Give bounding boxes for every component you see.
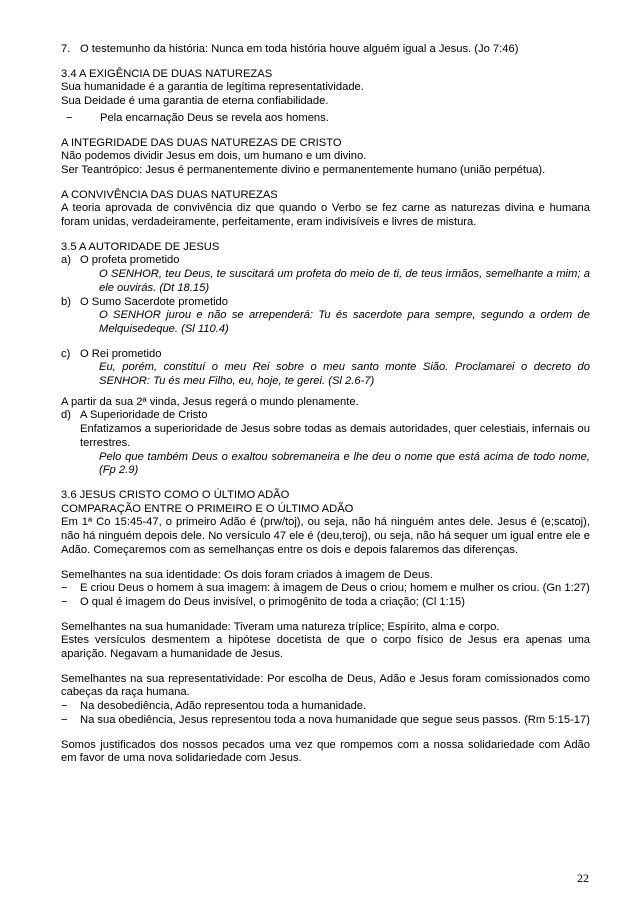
bullet-item (61, 582, 590, 596)
bullet-item (61, 714, 590, 728)
bullet-text: Na sua obediência, Jesus representou toda a nova humanidade que segue seus passos. (Rm 5:15-17) (80, 713, 590, 726)
paragraph-line: A partir da sua 2ª vinda, Jesus regerá o mundo plenamente. (61, 395, 359, 408)
bullet-text: O qual é imagem do Deus invisível, o primogênito de toda a criação; (Cl 1:15) (80, 595, 465, 608)
item-number: 7. (61, 43, 71, 55)
item-letter: d) (61, 409, 71, 422)
paragraph-line: Ser Teantrópico: Jesus é permanentemente divino e permanentemente humano (união perpétua). (61, 163, 546, 176)
item-label: O Rei prometido (80, 347, 162, 360)
paragraph-lead: Semelhantes na sua humanidade: Tiveram uma natureza tríplice; Espírito, alma e corpo. (61, 620, 500, 633)
paragraph: Em 1ª Co 15:45-47, o primeiro Adão é (prw/toj), ou seja, não há ninguém antes dele. Jesus é (e;scatoj), não há ninguém depois dele. No versículo 47 ele é (deu,teroj), ou seja, não há sequer um igual entre ele e Adão. Começaremos com as semelhanças entre os dois e depois falaremos das diferenças. (61, 516, 590, 556)
bullet-item (61, 112, 590, 126)
list-item-a (61, 254, 590, 268)
paragraph: Somos justificados dos nossos pecados uma vez que rompemos com a nossa solidariedade com Adão em favor de uma nova solidariedade com Jesus. (61, 738, 590, 765)
list-item-b (61, 296, 590, 310)
scripture-quote: O SENHOR, teu Deus, te suscitará um profeta do meio de ti, de teus irmãos, semelhante a mim; a ele ouvirás. (Dt 18.15) (99, 268, 590, 294)
paragraph-lead: Semelhantes na sua representatividade: Por escolha de Deus, Adão e Jesus foram comissionados como cabeças da raça humana. (61, 672, 590, 699)
dash-mark: − (61, 582, 68, 595)
bullet-text: E criou Deus o homem à sua imagem: à imagem de Deus o criou; homem e mulher os criou. (Gn 1:27) (80, 582, 590, 595)
section-title-integridade: A INTEGRIDADE DAS DUAS NATUREZAS DE CRISTO (61, 136, 342, 149)
paragraph-lead: Semelhantes na sua identidade: Os dois foram criados à imagem de Deus. (61, 568, 433, 581)
paragraph-line: Sua humanidade é a garantia de legítima representatividade. (61, 81, 364, 94)
bullet-item (61, 596, 590, 610)
list-item-d (61, 409, 590, 423)
bullet-text: Na desobediência, Adão representou toda a humanidade. (80, 700, 367, 713)
list-item-c (61, 348, 590, 362)
list-item-7 (61, 43, 590, 57)
scripture-quote: Pelo que também Deus o exaltou sobremaneira e lhe deu o nome que está acima de todo nome, (Fp 2.9) (99, 450, 590, 477)
page-content (61, 43, 590, 766)
bullet-item (61, 700, 590, 714)
item-letter: a) (61, 254, 71, 267)
section-title-3-5: 3.5 A AUTORIDADE DE JESUS (61, 240, 220, 253)
section-title-convivencia: A CONVIVÊNCIA DAS DUAS NATUREZAS (61, 188, 278, 201)
item-letter: c) (61, 347, 71, 360)
dash-mark: − (61, 713, 68, 726)
dash-mark: − (61, 700, 68, 713)
paragraph-line: Não podemos dividir Jesus em dois, um humano e um divino. (61, 150, 367, 163)
paragraph-line: Sua Deidade é uma garantia de eterna confiabilidade. (61, 95, 329, 108)
item-label: O Sumo Sacerdote prometido (80, 295, 228, 308)
item-label: A Superioridade de Cristo (80, 409, 208, 422)
page-number: 22 (577, 871, 589, 885)
section-subtitle: COMPARAÇÃO ENTRE O PRIMEIRO E O ÚLTIMO ADÃO (61, 502, 354, 515)
paragraph: Enfatizamos a superioridade de Jesus sobre todas as demais autoridades, quer celestiais, infernais ou terrestres. (80, 423, 590, 449)
dash-mark: − (66, 111, 73, 124)
item-letter: b) (61, 295, 71, 308)
scripture-quote: Eu, porém, constituí o meu Rei sobre o meu santo monte Sião. Proclamarei o decreto do SENHOR: Tu és meu Filho, eu, hoje, te gerei. (Sl 2.6-7) (99, 361, 590, 388)
paragraph: Estes versículos desmentem a hipótese docetista de que o corpo físico de Jesus era apenas uma aparição. Negavam a humanidade de Jesus. (61, 634, 590, 661)
section-title-3-6: 3.6 JESUS CRISTO COMO O ÚLTIMO ADÃO (61, 488, 290, 501)
item-text: O testemunho da história: Nunca em toda história houve alguém igual a Jesus. (Jo 7:46) (80, 43, 519, 55)
dash-mark: − (61, 595, 68, 608)
bullet-text: Pela encarnação Deus se revela aos homens. (100, 111, 329, 124)
item-label: O profeta prometido (80, 254, 180, 267)
section-title-3-4: 3.4 A EXIGÊNCIA DE DUAS NATUREZAS (61, 67, 273, 80)
paragraph: A teoria aprovada de convivência diz que quando o Verbo se fez carne as naturezas divina e humana foram unidas, verdadeiramente, perfeitamente, eram indivisíveis e livres de mistura. (61, 202, 590, 229)
scripture-quote: O SENHOR jurou e não se arrependerá: Tu és sacerdote para sempre, segundo a ordem de Melquisedeque. (Sl 110.4) (99, 309, 590, 335)
